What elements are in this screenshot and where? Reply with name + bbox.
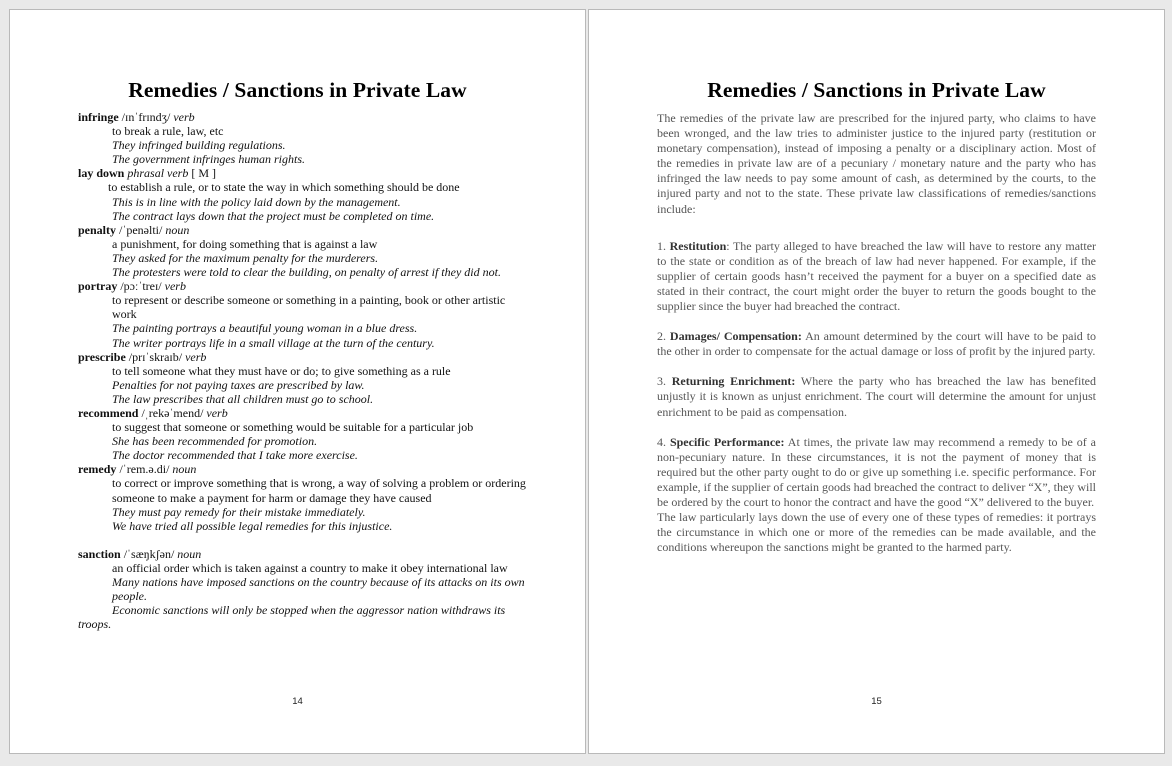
example: Penalties for not paying taxes are prescribed by law. <box>112 377 365 392</box>
page-left <box>9 9 586 754</box>
pronunciation: /ˈsæŋkʃən/ <box>123 546 175 561</box>
item-heading: Specific Performance: <box>669 434 785 449</box>
definition: a punishment, for doing something that is against a law <box>112 236 378 251</box>
pronunciation: /pɔːˈtreɪ/ <box>120 279 162 294</box>
definition: to represent or describe someone or something in a painting, book or other artistic work <box>112 293 506 322</box>
item-number: 3. <box>657 374 666 389</box>
item-text: An amount determined by the court will have to be paid to the other in order to compensate for the actual damage or loss of profit by the injured party. <box>657 329 1097 359</box>
closing-paragraph: The law particularly lays down the use of every one of these types of remedies: it portrays the circumstance in which one or more of the remedies can be made available, and the conditions whereupon the sanctions might be granted to the harmed party. <box>657 510 1096 555</box>
part-of-speech: noun <box>177 546 202 561</box>
page-number: 14 <box>292 696 303 707</box>
example: We have tried all possible legal remedies for this injustice. <box>112 518 393 533</box>
headword: remedy <box>78 462 117 477</box>
definition: to establish a rule, or to state the way in which something should be done <box>108 180 460 195</box>
pronunciation: /ɪnˈfrɪndʒ/ <box>121 110 171 124</box>
item-number: 4. <box>657 434 666 449</box>
example: They infringed building regulations. <box>112 138 286 153</box>
remedy-item-damages <box>657 329 1096 359</box>
glossary-entry-recommend <box>78 406 528 462</box>
example: The government infringes human rights. <box>112 152 305 167</box>
intro-paragraph: The remedies of the private law are prescribed for the injured party, who claims to have been wronged, and the law tries to administer justice to the injured party (restitution or monetary compensation), instead of imposing a penalty or a disciplinary action. Most of the remedies in private law are of a pecuniary / monetary nature and the party who has infringed the law needs to pay some amount of cash, as determined by the courts, to the injured party and not to the state. These private law classifications of remedies/sanctions include: <box>657 111 1096 216</box>
example: They must pay remedy for their mistake immediately. <box>112 504 366 519</box>
pronunciation: /ˌrekəˈmend/ <box>141 405 204 420</box>
item-heading: Restitution <box>669 238 727 253</box>
item-text: The party alleged to have breached the law will have to restore any matter to the state or condition as of the breach of law had never happened. For example, if the supplier of certain goods hasn’t received the payment for a buyer on a specified date as stated in their contract, the court might order the buyer to return the goods bought to the supplier since the buyer had breached the contract. <box>657 238 1097 314</box>
glossary-entry-sanction <box>78 547 528 632</box>
part-of-speech: noun <box>172 462 197 477</box>
example: Economic sanctions will only be stopped when the aggressor nation withdraws its troops. <box>78 603 506 632</box>
example: The protesters were told to clear the building, on penalty of arrest if they did not. <box>112 265 501 280</box>
glossary-entry-remedy <box>78 462 528 532</box>
headword: recommend <box>78 405 139 420</box>
page-number: 15 <box>871 696 882 707</box>
part-of-speech: verb <box>185 349 207 364</box>
pronunciation: /ˈpenəlti/ <box>119 222 163 237</box>
glossary-entry-infringe <box>78 110 528 166</box>
definition: to suggest that someone or something would be suitable for a particular job <box>112 420 474 435</box>
definition: to break a rule, law, etc <box>112 124 224 139</box>
headword: lay down <box>78 166 125 181</box>
page-right <box>588 9 1165 754</box>
headword: penalty <box>78 222 117 237</box>
page-title: Remedies / Sanctions in Private Law <box>128 78 467 102</box>
item-separator: : <box>726 238 730 253</box>
headword: portray <box>78 279 118 294</box>
glossary <box>78 110 528 631</box>
part-of-speech: verb <box>206 405 228 420</box>
body-text <box>657 111 1096 555</box>
headword: sanction <box>78 546 121 561</box>
example: The doctor recommended that I take more exercise. <box>112 448 358 463</box>
item-number: 1. <box>657 238 666 253</box>
item-heading: Damages/ Compensation: <box>669 329 802 344</box>
definition: to tell someone what they must have or do; to give something as a rule <box>112 363 451 378</box>
definition: an official order which is taken against a country to make it obey international law <box>112 560 508 575</box>
example: This is in line with the policy laid down by the management. <box>112 194 401 209</box>
example: The painting portrays a beautiful young woman in a blue dress. <box>112 321 418 336</box>
glossary-entry-prescribe <box>78 350 528 406</box>
example: The contract lays down that the project must be completed on time. <box>112 208 435 223</box>
part-of-speech: noun <box>165 222 190 237</box>
item-heading: Returning Enrichment: <box>671 374 796 389</box>
part-of-speech: verb <box>173 110 195 124</box>
grammar-code: [ M ] <box>191 166 217 181</box>
example: They asked for the maximum penalty for the murderers. <box>112 250 379 265</box>
remedy-item-restitution <box>657 239 1096 314</box>
item-text: Where the party who has breached the law has benefited unjustly it is known as unjust enrichment. The court will determine the amount for unjust enrichment to be paid as compensation. <box>657 374 1097 419</box>
remedy-item-specific-performance <box>657 435 1096 510</box>
glossary-entry-penalty <box>78 223 528 279</box>
example: The law prescribes that all children must go to school. <box>112 391 374 406</box>
glossary-entry-portray <box>78 279 528 349</box>
remedy-item-returning-enrichment <box>657 374 1096 419</box>
page-title: Remedies / Sanctions in Private Law <box>707 78 1046 102</box>
pronunciation: /prɪˈskraɪb/ <box>128 349 183 364</box>
glossary-entry-lay-down <box>78 166 528 222</box>
item-number: 2. <box>657 329 666 344</box>
item-text: At times, the private law may recommend a remedy to be of a non-pecuniary nature. In these circumstances, it is not the payment of money that is required but the other party ought to do or give up something i.e. specific performance. For example, if the supplier of certain goods had breached the contract to deliver “X”, they will be ordered by the court to honor the contract and have the good “X” delivered to the buyer. <box>657 434 1097 509</box>
part-of-speech: verb <box>164 279 186 294</box>
definition: to correct or improve something that is wrong, a way of solving a problem or ordering someone to make a payment for harm or damage they have caused <box>112 476 526 505</box>
example: Many nations have imposed sanctions on the country because of its attacks on its own people. <box>112 575 525 604</box>
headword: prescribe <box>78 349 126 364</box>
example: The writer portrays life in a small village at the turn of the century. <box>112 335 435 350</box>
pronunciation: /ˈrem.ə.di/ <box>119 462 170 477</box>
example: She has been recommended for promotion. <box>112 434 318 449</box>
part-of-speech: phrasal verb <box>127 166 189 181</box>
headword: infringe <box>78 110 119 124</box>
